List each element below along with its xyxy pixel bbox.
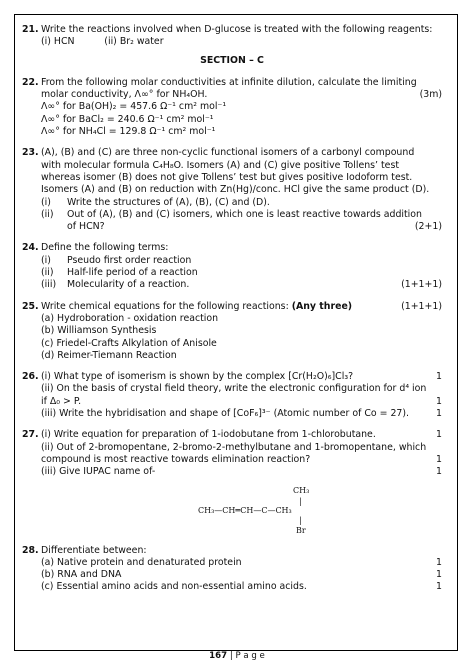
sub-label: (ii) bbox=[41, 267, 54, 279]
question-text-part: (iii) Write the hybridisation and shape of [CoF₆]³⁻ (Atomic number of Co = 27). bbox=[41, 408, 410, 420]
given-value: Λ∞° for BaCl₂ = 240.6 Ω⁻¹ cm² mol⁻¹ bbox=[41, 113, 214, 125]
list-item: (c) Friedel-Crafts Alkylation of Anisole bbox=[41, 337, 217, 349]
marks: 1 bbox=[436, 556, 442, 568]
list-item bbox=[41, 557, 442, 569]
list-item-text: (a) Native protein and denaturated protein bbox=[41, 556, 242, 568]
sub-label: (ii) bbox=[41, 208, 54, 220]
structure-main-chain: CH₃—CH═CH—C—CH₃ bbox=[198, 505, 292, 515]
question-text: whereas isomer (B) does not give Tollens’ test but gives positive Iodoform test. bbox=[41, 171, 413, 183]
sub-question bbox=[41, 197, 442, 209]
sub-text: Pseudo first order reaction bbox=[67, 254, 192, 266]
section-heading: SECTION – C bbox=[200, 54, 264, 66]
question-27 bbox=[22, 429, 442, 540]
question-number: 25. bbox=[22, 300, 39, 312]
question-content bbox=[22, 24, 442, 594]
question-text bbox=[41, 396, 442, 408]
question-text: (A), (B) and (C) are three non-cyclic functional isomers of a carbonyl compound bbox=[41, 147, 415, 159]
footer-separator: | bbox=[227, 651, 236, 661]
question-text: (ii) On the basis of crystal field theory, write the electronic configuration for d⁴ ion bbox=[41, 383, 427, 395]
question-text: Define the following terms: bbox=[41, 242, 169, 254]
marks: 1 bbox=[436, 581, 442, 593]
question-text bbox=[41, 301, 442, 313]
question-number: 21. bbox=[22, 24, 39, 35]
question-text bbox=[41, 429, 442, 441]
marks: (1+1+1) bbox=[401, 279, 442, 291]
question-25 bbox=[22, 301, 442, 362]
question-text bbox=[41, 89, 442, 101]
marks: 1 bbox=[436, 466, 442, 478]
sub-label: (i) bbox=[41, 196, 51, 208]
sub-text: Molecularity of a reaction. bbox=[67, 279, 190, 291]
question-text: (ii) Out of 2-bromopentane, 2-bromo-2-methylbutane and 1-bromopentane, which bbox=[41, 441, 427, 453]
list-item bbox=[41, 581, 442, 593]
given-value: Λ∞° for Ba(OH)₂ = 457.6 Ω⁻¹ cm² mol⁻¹ bbox=[41, 101, 227, 113]
sub-question bbox=[41, 267, 442, 279]
sub-text: Out of (A), (B) and (C) isomers, which one is least reactive towards addition bbox=[67, 208, 422, 220]
question-options: (i) HCN (ii) Br₂ water bbox=[41, 36, 164, 48]
question-number: 28. bbox=[22, 544, 39, 556]
question-28 bbox=[22, 545, 442, 594]
structure-bottom-group: Br bbox=[296, 525, 306, 535]
sub-text: Half-life period of a reaction bbox=[67, 267, 198, 279]
question-text: with molecular formula C₄H₈O. Isomers (A) and (C) give positive Tollens’ test bbox=[41, 159, 399, 171]
question-number: 22. bbox=[22, 76, 39, 88]
any-three-note: (Any three) bbox=[291, 300, 353, 312]
question-text-part: molar conductivity, Λ∞° for NH₄OH. bbox=[41, 89, 208, 101]
structure-bond-bottom: | bbox=[299, 515, 302, 525]
question-number: 23. bbox=[22, 147, 39, 159]
sub-text: Write the structures of (A), (B), (C) and (D). bbox=[67, 196, 270, 208]
list-item: (b) Williamson Synthesis bbox=[41, 325, 157, 337]
question-text bbox=[41, 408, 442, 420]
marks: 1 bbox=[436, 569, 442, 581]
list-item: (d) Reimer-Tiemann Reaction bbox=[41, 349, 177, 361]
question-number: 24. bbox=[22, 242, 39, 254]
question-24 bbox=[22, 242, 442, 291]
list-item-text: (b) RNA and DNA bbox=[41, 569, 122, 581]
given-value: Λ∞° for NH₄Cl = 129.8 Ω⁻¹ cm² mol⁻¹ bbox=[41, 126, 216, 138]
chemical-structure bbox=[41, 483, 442, 541]
page-number: 167 bbox=[209, 651, 228, 661]
question-text: Isomers (A) and (B) on reduction with Zn(Hg)/conc. HCl give the same product (D). bbox=[41, 184, 430, 196]
question-22 bbox=[22, 77, 442, 138]
question-text bbox=[41, 454, 442, 466]
marks: 1 bbox=[436, 371, 442, 383]
list-item: (a) Hydroboration - oxidation reaction bbox=[41, 312, 219, 324]
question-text-part: (i) Write equation for preparation of 1-iodobutane from 1-chlorobutane. bbox=[41, 429, 376, 441]
question-text-part: compound is most reactive towards elimination reaction? bbox=[41, 453, 311, 465]
question-text: From the following molar conductivities at infinite dilution, calculate the limiting bbox=[41, 76, 417, 88]
question-text: Write the reactions involved when D-glucose is treated with the following reagents: bbox=[41, 24, 433, 35]
sub-question bbox=[41, 279, 442, 291]
question-26 bbox=[22, 371, 442, 420]
page-label: P a g e bbox=[235, 651, 265, 661]
marks: 1 bbox=[436, 408, 442, 420]
marks: 1 bbox=[436, 395, 442, 407]
list-item-text: (c) Essential amino acids and non-essential amino acids. bbox=[41, 581, 307, 593]
list-item bbox=[41, 569, 442, 581]
marks: (3m) bbox=[419, 89, 442, 101]
page-footer bbox=[0, 650, 474, 662]
question-number: 27. bbox=[22, 429, 39, 441]
sub-question bbox=[41, 209, 442, 234]
question-text-part: (i) What type of isomerism is shown by the complex [Cr(H₂O)₆]Cl₃? bbox=[41, 371, 354, 383]
sub-text-part: of HCN? bbox=[67, 221, 105, 233]
structure-top-group: CH₃ bbox=[293, 485, 310, 495]
question-text-part: Write chemical equations for the following reactions: bbox=[41, 300, 289, 312]
marks: (1+1+1) bbox=[401, 300, 442, 312]
marks: (2+1) bbox=[414, 221, 442, 233]
marks: 1 bbox=[436, 453, 442, 465]
question-text-part: if Δ₀ > P. bbox=[41, 395, 82, 407]
sub-label: (i) bbox=[41, 254, 51, 266]
question-21 bbox=[22, 24, 442, 49]
question-text bbox=[41, 371, 442, 383]
sub-label: (iii) bbox=[41, 279, 57, 291]
question-text-part: (iii) Give IUPAC name of- bbox=[41, 466, 156, 478]
marks: 1 bbox=[436, 429, 442, 441]
sub-text bbox=[67, 221, 442, 233]
question-23 bbox=[22, 147, 442, 233]
sub-question bbox=[41, 255, 442, 267]
structure-bond-top: | bbox=[299, 496, 302, 506]
question-number: 26. bbox=[22, 371, 39, 383]
question-text: Differentiate between: bbox=[41, 544, 147, 556]
question-text bbox=[41, 466, 442, 478]
